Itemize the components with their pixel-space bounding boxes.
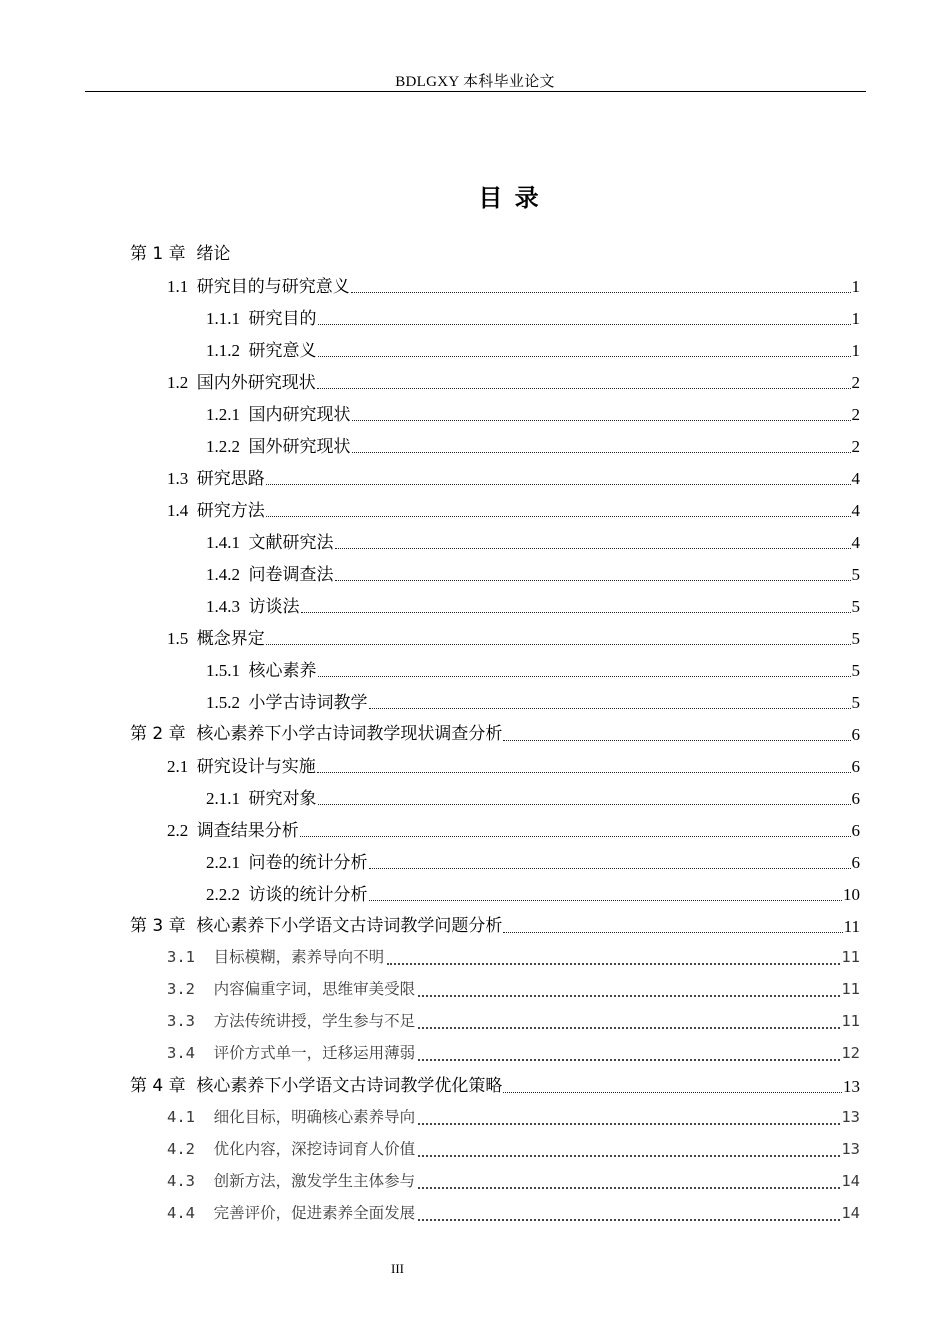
toc-page-number: 11 <box>841 948 860 967</box>
toc-entry-label: 1.5.1 核心素养 <box>206 660 317 680</box>
dot-leader <box>418 1016 840 1029</box>
toc-page-number: 11 <box>841 1012 860 1031</box>
page-number: III <box>391 1261 404 1276</box>
toc-subsection[interactable] <box>206 430 860 462</box>
toc-entry-label: 1.5.2 小学古诗词教学 <box>206 692 368 712</box>
dot-leader <box>387 952 840 965</box>
toc-page-number: 4 <box>851 468 860 488</box>
dot-leader <box>318 313 851 325</box>
header-rule <box>85 91 866 92</box>
toc-page-number: 13 <box>843 1076 860 1096</box>
toc-entry-label: 1.1.2 研究意义 <box>206 340 317 360</box>
dot-leader <box>266 505 851 517</box>
toc-page-number: 1 <box>851 340 860 360</box>
toc-page-number: 11 <box>841 980 860 999</box>
toc-section[interactable] <box>167 1038 860 1070</box>
toc-subsection[interactable] <box>206 686 860 718</box>
toc-entry-label: 1.5 概念界定 <box>167 628 265 648</box>
dot-leader <box>335 537 851 549</box>
dot-leader <box>418 1176 840 1189</box>
dot-leader <box>418 1112 840 1125</box>
toc-page-number: 2 <box>851 436 860 456</box>
toc-page-number: 6 <box>851 852 860 872</box>
toc-subsection[interactable] <box>206 846 860 878</box>
toc-subsection[interactable] <box>206 526 860 558</box>
toc-entry-label: 1.4.1 文献研究法 <box>206 532 334 552</box>
dot-leader <box>317 377 851 389</box>
toc-page-number: 4 <box>851 500 860 520</box>
toc-page-number: 5 <box>851 564 860 584</box>
toc-page-number: 6 <box>851 724 860 744</box>
toc-subsection[interactable] <box>206 334 860 366</box>
toc-section[interactable] <box>167 1198 860 1230</box>
toc-page-number: 14 <box>841 1204 860 1223</box>
toc-entry-label: 1.1.1 研究目的 <box>206 308 317 328</box>
toc-page-number: 6 <box>851 820 860 840</box>
dot-leader <box>503 921 842 933</box>
toc-section[interactable] <box>167 622 860 654</box>
toc-page-number: 1 <box>851 308 860 328</box>
toc-entry-label: 1.4 研究方法 <box>167 500 265 520</box>
dot-leader <box>351 281 851 293</box>
toc-subsection[interactable] <box>206 558 860 590</box>
dot-leader <box>300 825 851 837</box>
toc-entry-label: 1.4.3 访谈法 <box>206 596 300 616</box>
dot-leader <box>266 473 851 485</box>
toc-page-number: 5 <box>851 660 860 680</box>
dot-leader <box>318 793 851 805</box>
toc-entry-label: 第 2 章 核心素养下小学古诗词教学现状调查分析 <box>130 723 503 744</box>
dot-leader <box>266 633 851 645</box>
dot-leader <box>318 665 851 677</box>
dot-leader <box>418 1208 840 1221</box>
dot-leader <box>503 1081 842 1093</box>
toc-section[interactable] <box>167 814 860 846</box>
toc-entry-label: 1.1 研究目的与研究意义 <box>167 276 350 296</box>
toc-entry-label: 4.4 完善评价，促进素养全面发展 <box>167 1204 416 1223</box>
dot-leader <box>369 857 851 869</box>
dot-leader <box>317 761 851 773</box>
toc-page-number: 4 <box>851 532 860 552</box>
toc-page-number: 5 <box>851 628 860 648</box>
toc-page-number: 10 <box>843 884 860 904</box>
toc-entry-label: 第 4 章 核心素养下小学语文古诗词教学优化策略 <box>130 1075 503 1096</box>
toc-entry-label: 2.2.1 问卷的统计分析 <box>206 852 368 872</box>
toc-section[interactable] <box>167 494 860 526</box>
toc-page-number: 13 <box>841 1108 860 1127</box>
toc-chapter[interactable] <box>130 718 860 750</box>
toc-entry-label: 1.3 研究思路 <box>167 468 265 488</box>
toc-entry-label: 2.2 调查结果分析 <box>167 820 299 840</box>
dot-leader <box>335 569 851 581</box>
toc-page-number: 5 <box>851 692 860 712</box>
toc-entry-label: 1.4.2 问卷调查法 <box>206 564 334 584</box>
toc-subsection[interactable] <box>206 782 860 814</box>
toc-page-number: 2 <box>851 404 860 424</box>
toc-subsection[interactable] <box>206 878 860 910</box>
toc-entry-label: 1.2 国内外研究现状 <box>167 372 316 392</box>
toc-entry-label: 2.1 研究设计与实施 <box>167 756 316 776</box>
running-header: BDLGXY 本科毕业论文 <box>395 74 555 90</box>
dot-leader <box>352 409 851 421</box>
toc-chapter[interactable] <box>130 238 860 270</box>
toc-section[interactable] <box>167 270 860 302</box>
toc-entry-label: 4.3 创新方法，激发学生主体参与 <box>167 1172 416 1191</box>
toc-entry-label: 第 3 章 核心素养下小学语文古诗词教学问题分析 <box>130 915 503 936</box>
toc-page-number: 12 <box>841 1044 860 1063</box>
toc-entry-label: 1.2.2 国外研究现状 <box>206 436 351 456</box>
toc-page-number: 1 <box>851 276 860 296</box>
toc-page-number: 6 <box>851 788 860 808</box>
toc-page-number: 13 <box>841 1140 860 1159</box>
toc-entry-label: 3.1 目标模糊，素养导向不明 <box>167 948 385 967</box>
dot-leader <box>301 601 851 613</box>
toc-section[interactable] <box>167 750 860 782</box>
toc-subsection[interactable] <box>206 590 860 622</box>
dot-leader <box>318 345 851 357</box>
toc-entry-label: 1.2.1 国内研究现状 <box>206 404 351 424</box>
toc-title: 目 录 <box>478 184 541 212</box>
toc-entry-label: 2.2.2 访谈的统计分析 <box>206 884 368 904</box>
dot-leader <box>369 889 843 901</box>
toc-entry-label: 4.2 优化内容，深挖诗词育人价值 <box>167 1140 416 1159</box>
toc-section[interactable] <box>167 366 860 398</box>
toc-entry-label: 3.2 内容偏重字词，思维审美受限 <box>167 980 416 999</box>
dot-leader <box>369 697 851 709</box>
toc-section[interactable] <box>167 462 860 494</box>
dot-leader <box>503 729 850 741</box>
toc-section[interactable] <box>167 942 860 974</box>
dot-leader <box>352 441 851 453</box>
toc-page-number: 11 <box>843 916 860 936</box>
toc-section[interactable] <box>167 974 860 1006</box>
toc-section[interactable] <box>167 1006 860 1038</box>
toc-chapter[interactable] <box>130 910 860 942</box>
toc-chapter[interactable] <box>130 1070 860 1102</box>
toc-page-number: 2 <box>851 372 860 392</box>
dot-leader <box>418 984 840 997</box>
toc-page-number: 14 <box>841 1172 860 1191</box>
toc-entry-label: 第 1 章 绪论 <box>130 243 231 264</box>
toc-subsection[interactable] <box>206 302 860 334</box>
toc-page-number: 6 <box>851 756 860 776</box>
toc-entry-label: 3.4 评价方式单一，迁移运用薄弱 <box>167 1044 416 1063</box>
toc-entry-label: 3.3 方法传统讲授，学生参与不足 <box>167 1012 416 1031</box>
toc-entry-label: 4.1 细化目标，明确核心素养导向 <box>167 1108 416 1127</box>
dot-leader <box>418 1048 840 1061</box>
toc-section[interactable] <box>167 1166 860 1198</box>
toc-subsection[interactable] <box>206 398 860 430</box>
dot-leader <box>418 1144 840 1157</box>
toc-section[interactable] <box>167 1134 860 1166</box>
toc-subsection[interactable] <box>206 654 860 686</box>
toc-section[interactable] <box>167 1102 860 1134</box>
toc-page-number: 5 <box>851 596 860 616</box>
toc-entry-label: 2.1.1 研究对象 <box>206 788 317 808</box>
